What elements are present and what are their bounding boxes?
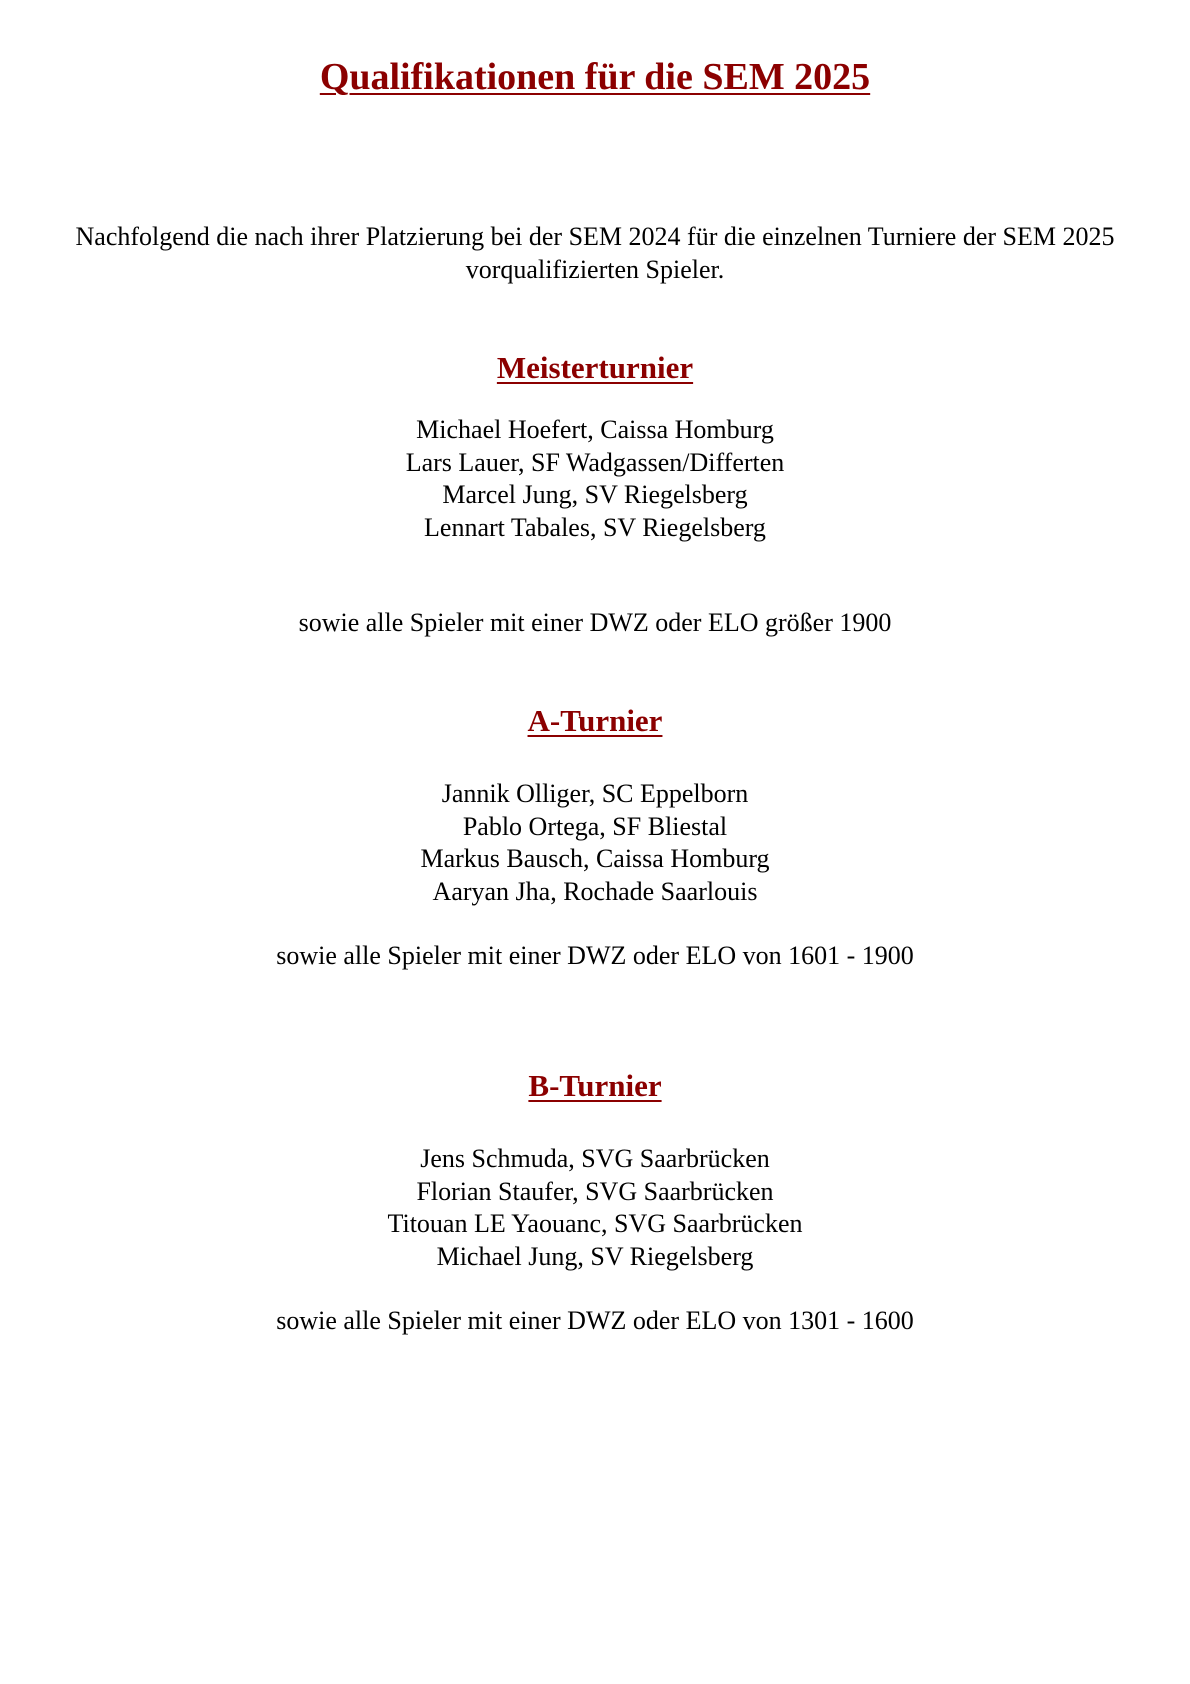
list-item: Aaryan Jha, Rochade Saarlouis bbox=[432, 876, 758, 906]
note-b-turnier: sowie alle Spieler mit einer DWZ oder ELO von 1301 - 1600 bbox=[276, 1306, 914, 1335]
list-item: Florian Staufer, SVG Saarbrücken bbox=[416, 1176, 774, 1206]
list-item: Marcel Jung, SV Riegelsberg bbox=[442, 480, 748, 509]
list-item: Michael Hoefert, Caissa Homburg bbox=[416, 415, 774, 444]
player-list-meisterturnier bbox=[0, 414, 1190, 544]
player-list-a-turnier bbox=[0, 778, 1190, 908]
list-item: Lennart Tabales, SV Riegelsberg bbox=[424, 512, 766, 542]
list-item: Michael Jung, SV Riegelsberg bbox=[436, 1241, 754, 1271]
list-item: Titouan LE Yaouanc, SVG Saarbrücken bbox=[387, 1209, 803, 1238]
list-item: Markus Bausch, Caissa Homburg bbox=[420, 844, 770, 873]
page-title: Qualifikationen für die SEM 2025 bbox=[319, 56, 871, 98]
note-a-turnier: sowie alle Spieler mit einer DWZ oder ELO von 1601 - 1900 bbox=[276, 941, 914, 970]
list-item: Jens Schmuda, SVG Saarbrücken bbox=[420, 1144, 770, 1173]
list-item: Pablo Ortega, SF Bliestal bbox=[462, 811, 728, 841]
list-item: Lars Lauer, SF Wadgassen/Differten bbox=[405, 447, 785, 477]
intro-paragraph: Nachfolgend die nach ihrer Platzierung bei der SEM 2024 für die einzelnen Turniere der SEM 2025 vorqualifizierten Spieler. bbox=[75, 222, 1115, 284]
list-item: Jannik Olliger, SC Eppelborn bbox=[441, 779, 749, 808]
note-meisterturnier: sowie alle Spieler mit einer DWZ oder ELO größer 1900 bbox=[298, 608, 892, 637]
section-heading-b-turnier: B-Turnier bbox=[528, 1068, 662, 1103]
player-list-b-turnier bbox=[0, 1143, 1190, 1273]
section-heading-a-turnier: A-Turnier bbox=[527, 703, 663, 738]
section-heading-meisterturnier: Meisterturnier bbox=[496, 350, 694, 385]
